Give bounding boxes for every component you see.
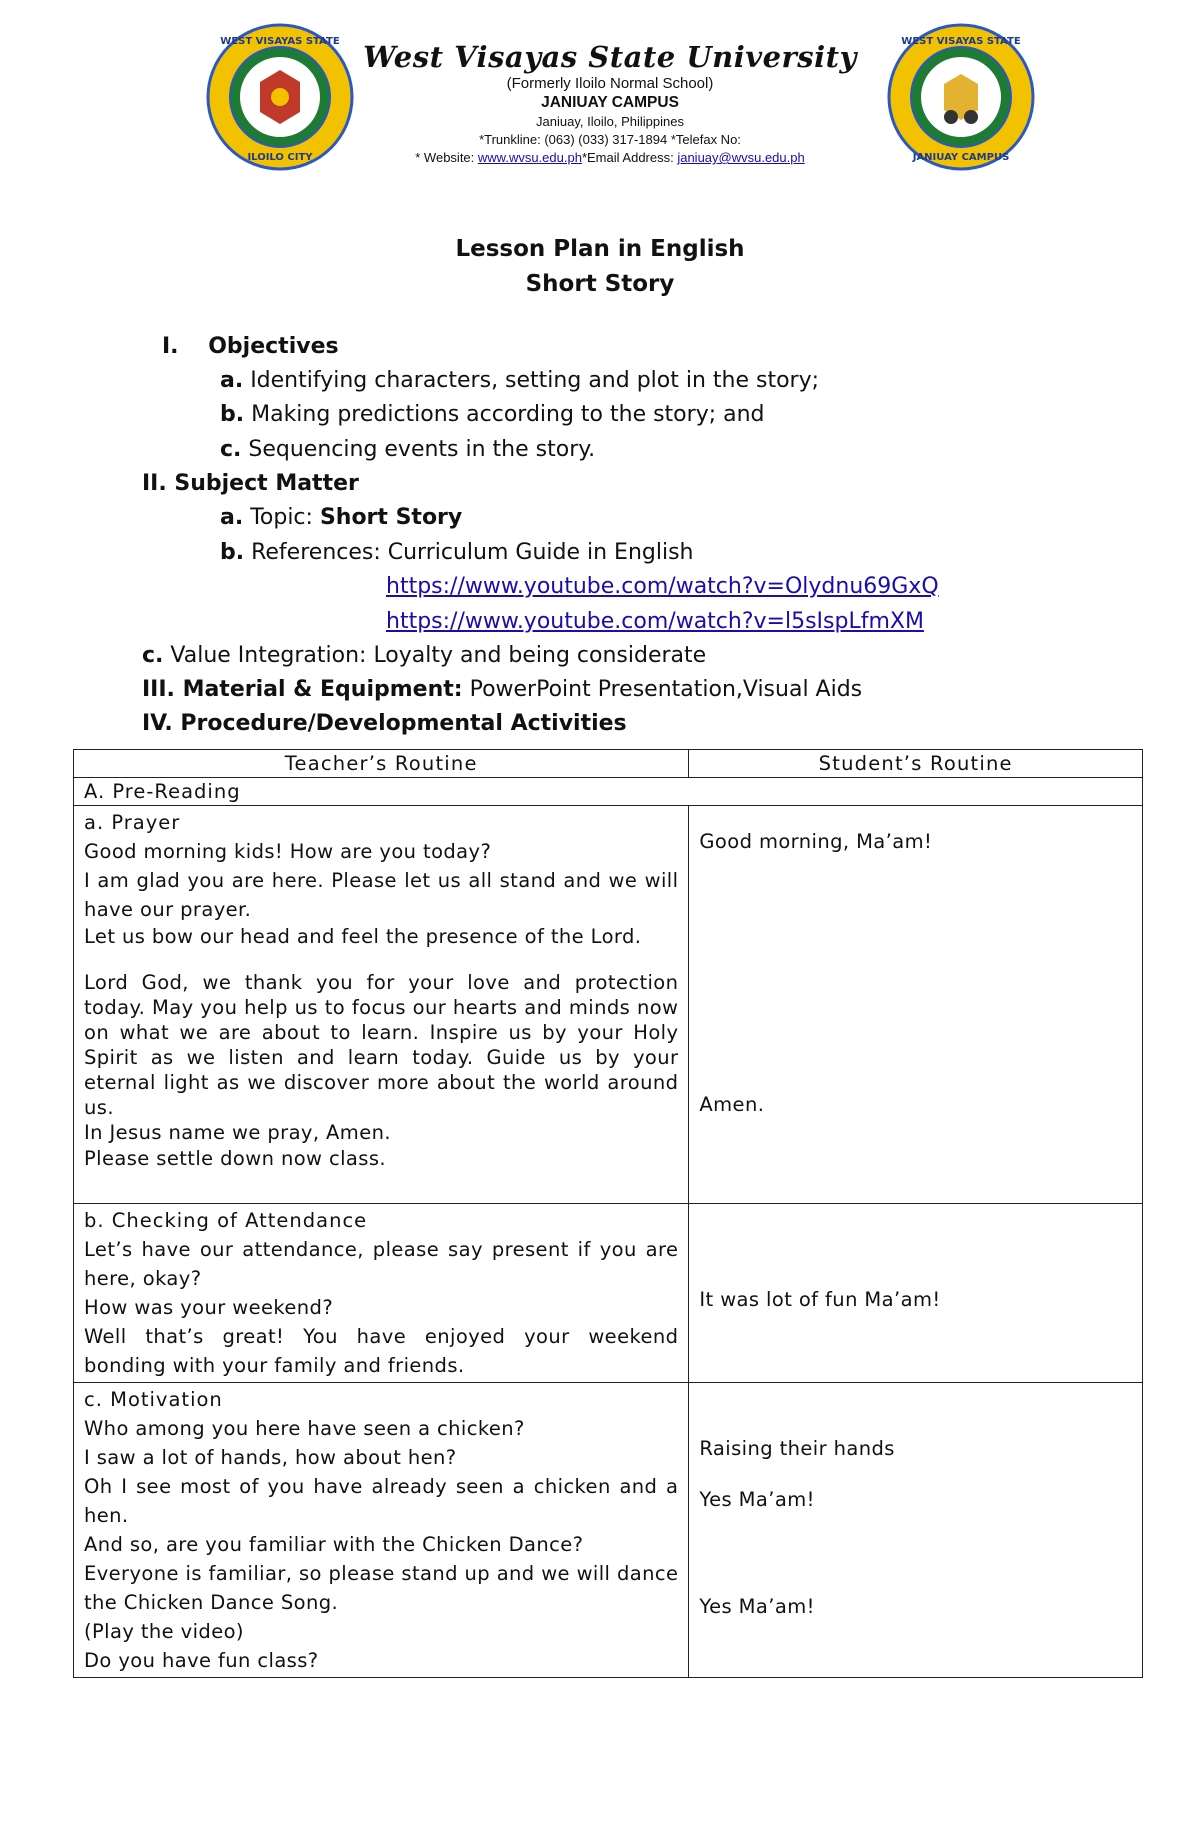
university-name: West Visayas State University <box>363 40 857 74</box>
motivation-line: Do you have fun class? <box>84 1649 319 1672</box>
objectives-numeral: I. <box>162 334 179 359</box>
campus-name: JANIUAY CAMPUS <box>541 94 679 111</box>
value-integration: c. Value Integration: Loyalty and being considerate <box>142 643 707 668</box>
student-routine-header: Student’s Routine <box>689 750 1143 778</box>
svg-text:ILOILO CITY: ILOILO CITY <box>247 152 313 163</box>
prayer-text: Lord God, we thank you for your love and protection today. May you help us to focus our hearts and minds now on what we are about to learn. Inspire us by your Holy Spirit as we listen and learn today. Guide us by your eternal light as we discover more about the world around us. <box>84 971 679 1119</box>
table-row <box>74 806 1143 1204</box>
motivation-line: (Play the video) <box>84 1620 244 1643</box>
svg-text:WEST VISAYAS STATE: WEST VISAYAS STATE <box>220 36 340 47</box>
website-link[interactable]: www.wvsu.edu.ph <box>477 150 582 165</box>
attendance-student-cell <box>689 1204 1143 1383</box>
motivation-line: And so, are you familiar with the Chicken Dance? <box>84 1533 584 1556</box>
motivation-line: Everyone is familiar, so please stand up and we will dance the Chicken Dance Song. <box>84 1562 679 1614</box>
pre-reading-heading: A. Pre-Reading <box>74 778 1143 806</box>
subject-matter-heading: II. Subject Matter <box>142 471 359 496</box>
student-reply: Yes Ma’am! <box>699 1488 815 1511</box>
motivation-line: Oh I see most of you have already seen a chicken and a hen. <box>84 1475 679 1527</box>
student-reply: Amen. <box>699 1093 765 1116</box>
attendance-teacher-cell <box>74 1204 689 1383</box>
objective-item-a: a. Identifying characters, setting and plot in the story; <box>220 368 820 393</box>
website-label: * Website: <box>415 150 478 165</box>
prayer-line: I am glad you are here. Please let us all stand and we will have our prayer. <box>84 869 679 921</box>
table-row <box>74 1383 1143 1678</box>
prayer-line: Good morning kids! How are you today? <box>84 840 492 863</box>
attendance-line: How was your weekend? <box>84 1296 334 1319</box>
formerly-name: (Formerly Iloilo Normal School) <box>506 75 714 92</box>
university-info <box>340 40 880 167</box>
reference-link-2[interactable]: https://www.youtube.com/watch?v=l5sIspLfmXM <box>386 609 924 634</box>
email-link[interactable]: janiuay@wvsu.edu.ph <box>677 150 805 165</box>
objective-item-c: c. Sequencing events in the story. <box>220 437 596 462</box>
objectives-heading <box>162 332 339 362</box>
student-reply: It was lot of fun Ma’am! <box>699 1288 941 1311</box>
prayer-line: Let us bow our head and feel the presence of the Lord. <box>84 925 642 948</box>
motivation-teacher-cell <box>74 1383 689 1678</box>
procedure-table <box>73 749 1143 1678</box>
materials-equipment: III. Material & Equipment: PowerPoint Presentation,Visual Aids <box>142 677 863 702</box>
contact-numbers: *Trunkline: (063) (033) 317-1894 *Telefax No: <box>479 132 741 147</box>
title-line-1: Lesson Plan in English <box>455 236 745 262</box>
topic-value: Short Story <box>319 505 463 530</box>
settle-down-line: Please settle down now class. <box>84 1147 386 1170</box>
table-header-row <box>74 750 1143 778</box>
prayer-closing: In Jesus name we pray, Amen. <box>84 1121 391 1144</box>
attendance-line: Let’s have our attendance, please say present if you are here, okay? <box>84 1238 679 1290</box>
student-reply: Good morning, Ma’am! <box>699 830 933 853</box>
reference-link-1[interactable]: https://www.youtube.com/watch?v=Olydnu69GxQ <box>386 574 939 599</box>
email-label: *Email Address: <box>581 150 678 165</box>
motivation-student-cell <box>689 1383 1143 1678</box>
prayer-teacher-cell <box>74 806 689 1204</box>
campus-seal-logo <box>886 22 1036 172</box>
student-reply: Raising their hands <box>699 1437 895 1460</box>
document-title <box>0 232 1200 302</box>
table-row <box>74 1204 1143 1383</box>
university-seal-logo <box>205 22 355 172</box>
topic-item: a. Topic: Short Story <box>220 505 463 530</box>
prayer-student-cell <box>689 806 1143 1204</box>
attendance-title: b. Checking of Attendance <box>84 1209 368 1232</box>
letterhead <box>0 0 1200 190</box>
references-item: b. References: Curriculum Guide in English <box>220 540 694 565</box>
address: Janiuay, Iloilo, Philippines <box>536 114 684 129</box>
title-line-2: Short Story <box>525 271 675 297</box>
attendance-line: Well that’s great! You have enjoyed your weekend bonding with your family and friends. <box>84 1325 679 1377</box>
motivation-title: c. Motivation <box>84 1388 223 1411</box>
svg-text:JANIUAY CAMPUS: JANIUAY CAMPUS <box>912 152 1010 163</box>
procedure-heading: IV. Procedure/Developmental Activities <box>142 711 627 736</box>
motivation-line: I saw a lot of hands, how about hen? <box>84 1446 457 1469</box>
web-email-line <box>340 149 880 167</box>
section-row <box>74 778 1143 806</box>
prayer-title: a. Prayer <box>84 811 181 834</box>
motivation-line: Who among you here have seen a chicken? <box>84 1417 525 1440</box>
objectives-title: Objectives <box>208 334 339 359</box>
student-reply: Yes Ma’am! <box>699 1595 815 1618</box>
teacher-routine-header: Teacher’s Routine <box>74 750 689 778</box>
objective-item-b: b. Making predictions according to the story; and <box>220 402 765 427</box>
svg-text:WEST VISAYAS STATE: WEST VISAYAS STATE <box>901 36 1021 47</box>
